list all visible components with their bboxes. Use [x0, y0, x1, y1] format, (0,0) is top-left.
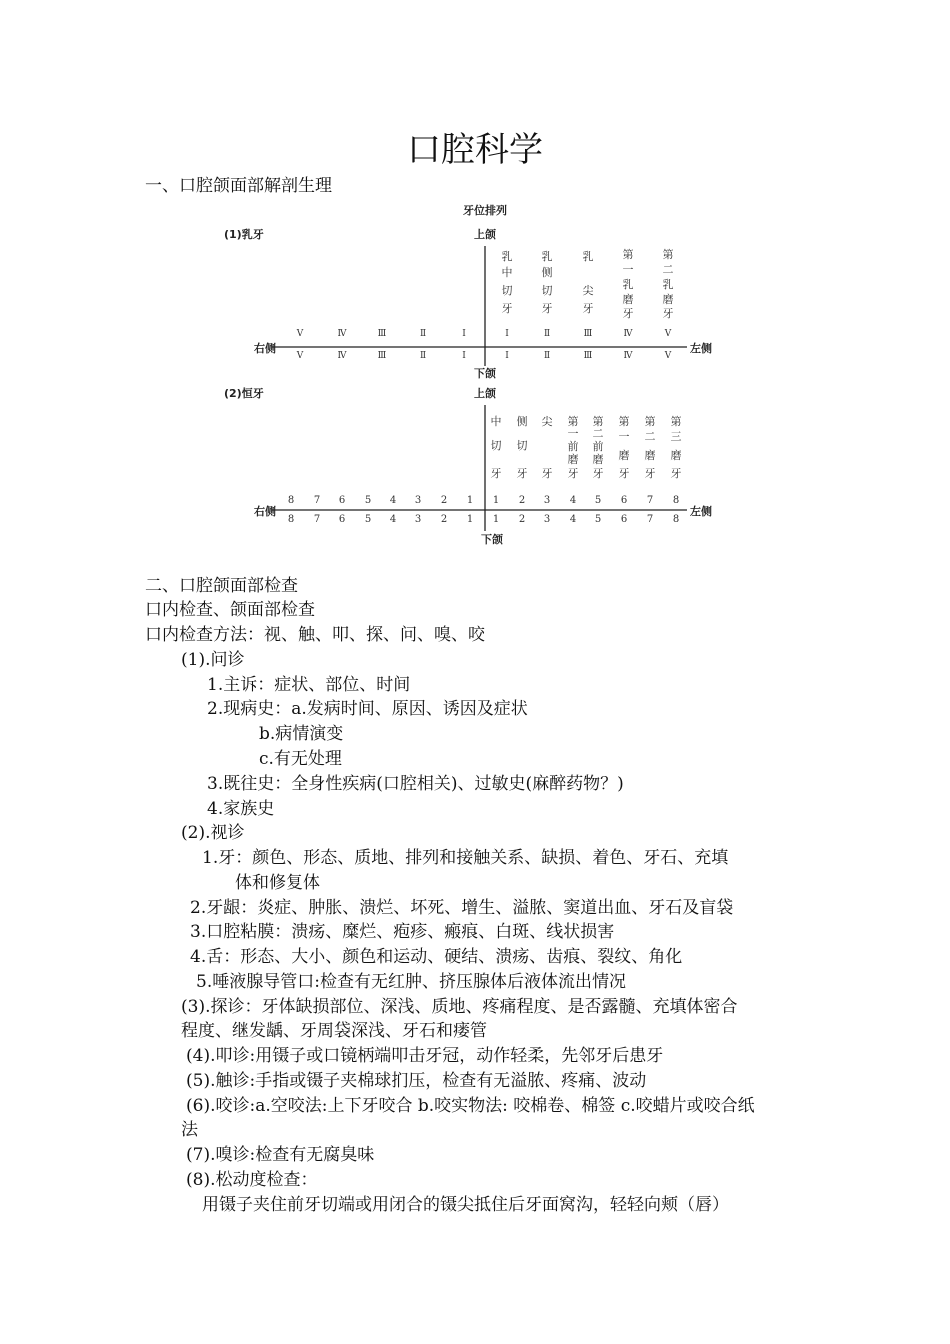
permanent-tooth-name-char: 前	[592, 440, 604, 453]
permanent-tooth-number: 1	[492, 495, 500, 506]
primary-teeth-label: (1)乳牙	[224, 228, 264, 241]
permanent-tooth-name-char: 第	[567, 415, 579, 428]
permanent-tooth-name-char: 二	[644, 430, 656, 443]
permanent-tooth-name-char: 第	[592, 415, 604, 428]
primary-numeral: Ⅱ	[543, 329, 551, 339]
permanent-tooth-number: 4	[389, 495, 397, 506]
permanent-tooth-name-char: 磨	[644, 449, 656, 462]
permanent-tooth-name-char: 切	[490, 439, 502, 452]
text-line: c.有无处理	[259, 749, 342, 769]
permanent-tooth-name-char: 二	[592, 427, 604, 440]
text-line: 3.既往史：全身性疾病(口腔相关)、过敏史(麻醉药物？)	[207, 774, 624, 794]
permanent-tooth-name-char: 牙	[644, 467, 656, 480]
figure-title: 牙位排列	[463, 204, 507, 217]
subheading-bite-test: (6).咬诊:a.空咬法:上下牙咬合 b.咬实物法: 咬棉卷、棉签 c.咬蜡片或咬合纸	[186, 1096, 755, 1116]
permanent-tooth-name-char: 一	[618, 430, 630, 443]
primary-tooth-name-char: 第	[662, 248, 674, 261]
primary-numeral: Ⅴ	[296, 329, 304, 339]
primary-numeral: Ⅳ	[623, 329, 633, 339]
primary-numeral: Ⅰ	[462, 329, 466, 339]
primary-numeral: Ⅰ	[505, 351, 509, 361]
permanent-tooth-number: 4	[389, 514, 397, 525]
primary-lower-jaw-label: 下颌	[474, 367, 496, 380]
permanent-tooth-number: 8	[287, 495, 295, 506]
permanent-tooth-name-char: 三	[670, 430, 682, 443]
permanent-tooth-number: 8	[672, 495, 680, 506]
text-line: 法	[181, 1120, 198, 1140]
permanent-tooth-name-char: 一	[567, 427, 579, 440]
permanent-tooth-name-char: 牙	[618, 467, 630, 480]
primary-numeral: Ⅳ	[337, 351, 347, 361]
permanent-left-side-label: 左侧	[690, 505, 712, 518]
subheading-inquiry: (1).问诊	[181, 650, 245, 670]
permanent-tooth-name-char: 前	[567, 440, 579, 453]
primary-upper-jaw-label: 上颌	[474, 228, 496, 241]
permanent-tooth-number: 3	[543, 495, 551, 506]
permanent-tooth-number: 2	[518, 514, 526, 525]
primary-numeral: Ⅴ	[296, 351, 304, 361]
text-line: 程度、继发龋、牙周袋深浅、牙石和瘘管	[181, 1021, 487, 1041]
permanent-tooth-number: 5	[594, 495, 602, 506]
permanent-tooth-number: 7	[313, 514, 321, 525]
primary-numeral: Ⅱ	[543, 351, 551, 361]
permanent-right-side-label: 右侧	[254, 505, 276, 518]
permanent-tooth-name-char: 第	[618, 415, 630, 428]
primary-right-side-label: 右侧	[254, 342, 276, 355]
permanent-tooth-name-char: 牙	[592, 467, 604, 480]
permanent-tooth-number: 7	[313, 495, 321, 506]
primary-tooth-name-char: 二	[662, 263, 674, 276]
permanent-lower-jaw-label: 下颌	[481, 533, 503, 546]
text-line: 1.主诉：症状、部位、时间	[207, 675, 411, 695]
permanent-tooth-number: 6	[338, 495, 346, 506]
permanent-tooth-number: 8	[672, 514, 680, 525]
text-line: 口内检查、颌面部检查	[145, 600, 315, 620]
primary-tooth-name-char: 牙	[622, 307, 634, 320]
subheading-palpation: (5).触诊:手指或镊子夹棉球扪压，检查有无溢脓、疼痛、波动	[186, 1071, 647, 1091]
primary-tooth-name-char: 牙	[662, 307, 674, 320]
permanent-tooth-number: 1	[466, 514, 474, 525]
primary-numeral: Ⅱ	[419, 351, 427, 361]
permanent-upper-jaw-label: 上颌	[474, 387, 496, 400]
permanent-tooth-name-char: 尖	[541, 415, 553, 428]
primary-tooth-name-char: 牙	[582, 302, 594, 315]
permanent-tooth-number: 3	[414, 514, 422, 525]
permanent-tooth-number: 3	[414, 495, 422, 506]
permanent-tooth-name-char: 中	[490, 415, 502, 428]
permanent-tooth-number: 4	[569, 495, 577, 506]
primary-tooth-name-char: 牙	[541, 302, 553, 315]
page-title: 口腔科学	[407, 130, 543, 170]
primary-tooth-name-char: 中	[501, 266, 513, 279]
permanent-tooth-name-char: 牙	[541, 467, 553, 480]
primary-numeral: Ⅱ	[419, 329, 427, 339]
permanent-tooth-number: 1	[492, 514, 500, 525]
text-line: 2.现病史：a.发病时间、原因、诱因及症状	[207, 699, 528, 719]
primary-tooth-name-char: 切	[501, 284, 513, 297]
permanent-tooth-name-char: 第	[644, 415, 656, 428]
permanent-tooth-number: 6	[338, 514, 346, 525]
permanent-tooth-name-char: 牙	[670, 467, 682, 480]
primary-tooth-name-char: 一	[622, 263, 634, 276]
permanent-tooth-name-char: 磨	[592, 453, 604, 466]
text-line: 口内检查方法：视、触、叩、探、问、嗅、咬	[145, 625, 485, 645]
primary-numeral: Ⅴ	[664, 351, 672, 361]
primary-tooth-name-char: 磨	[662, 293, 674, 306]
section-heading-anatomy: 一、口腔颌面部解剖生理	[145, 176, 332, 196]
tooth-arrangement-diagram	[222, 198, 728, 550]
permanent-tooth-name-char: 切	[516, 439, 528, 452]
primary-tooth-name-char: 乳	[501, 250, 513, 263]
text-line: 用镊子夹住前牙切端或用闭合的镊尖抵住后牙面窝沟，轻轻向颊（唇）	[202, 1195, 729, 1215]
primary-numeral: Ⅲ	[377, 351, 387, 361]
primary-tooth-name-char: 侧	[541, 266, 553, 279]
permanent-tooth-number: 2	[518, 495, 526, 506]
primary-numeral: Ⅲ	[377, 329, 387, 339]
text-line: 3.口腔粘膜：溃疡、糜烂、疱疹、瘢痕、白斑、线状损害	[190, 922, 615, 942]
permanent-tooth-number: 7	[646, 514, 654, 525]
permanent-tooth-name-char: 磨	[670, 449, 682, 462]
permanent-tooth-number: 6	[620, 514, 628, 525]
section-heading-exam: 二、口腔颌面部检查	[145, 576, 298, 596]
primary-tooth-name-char: 尖	[582, 284, 594, 297]
primary-tooth-name-char: 第	[622, 248, 634, 261]
primary-tooth-name-char: 牙	[501, 302, 513, 315]
primary-numeral: Ⅰ	[462, 351, 466, 361]
primary-tooth-name-char: 磨	[622, 293, 634, 306]
tooth-arrangement-figure	[222, 198, 728, 550]
subheading-mobility: (8).松动度检查：	[186, 1170, 318, 1190]
text-line: 1.牙：颜色、形态、质地、排列和接触关系、缺损、着色、牙石、充填	[202, 848, 729, 868]
permanent-teeth-label: (2)恒牙	[224, 387, 264, 400]
permanent-tooth-name-char: 第	[670, 415, 682, 428]
permanent-tooth-number: 5	[364, 514, 372, 525]
permanent-tooth-number: 1	[466, 495, 474, 506]
subheading-inspection: (2).视诊	[181, 823, 245, 843]
permanent-tooth-number: 2	[440, 495, 448, 506]
permanent-tooth-number: 8	[287, 514, 295, 525]
permanent-tooth-name-char: 牙	[490, 467, 502, 480]
primary-tooth-name-char: 切	[541, 284, 553, 297]
permanent-tooth-number: 4	[569, 514, 577, 525]
primary-numeral: Ⅲ	[583, 329, 593, 339]
text-line: 4.家族史	[207, 799, 275, 819]
primary-tooth-name-char: 乳	[582, 250, 594, 263]
permanent-tooth-number: 5	[594, 514, 602, 525]
text-line: 5.唾液腺导管口:检查有无红肿、挤压腺体后液体流出情况	[196, 972, 626, 992]
subheading-probing: (3).探诊：牙体缺损部位、深浅、质地、疼痛程度、是否露髓、充填体密合	[181, 997, 738, 1017]
permanent-tooth-number: 6	[620, 495, 628, 506]
primary-left-side-label: 左侧	[690, 342, 712, 355]
permanent-tooth-number: 7	[646, 495, 654, 506]
permanent-tooth-name-char: 磨	[618, 449, 630, 462]
permanent-tooth-name-char: 磨	[567, 453, 579, 466]
primary-numeral: Ⅲ	[583, 351, 593, 361]
text-line: b.病情演变	[259, 724, 344, 744]
primary-tooth-name-char: 乳	[662, 278, 674, 291]
permanent-tooth-number: 2	[440, 514, 448, 525]
text-line: 4.舌：形态、大小、颜色和运动、硬结、溃疡、齿痕、裂纹、角化	[190, 947, 683, 967]
permanent-tooth-name-char: 牙	[567, 467, 579, 480]
primary-numeral: Ⅴ	[664, 329, 672, 339]
primary-tooth-name-char: 乳	[622, 278, 634, 291]
subheading-percussion: (4).叩诊:用镊子或口镜柄端叩击牙冠，动作轻柔，先邻牙后患牙	[186, 1046, 664, 1066]
text-line: 体和修复体	[235, 873, 320, 893]
primary-tooth-name-char: 乳	[541, 250, 553, 263]
subheading-olfaction: (7).嗅诊:检查有无腐臭味	[186, 1145, 375, 1165]
primary-numeral: Ⅳ	[337, 329, 347, 339]
permanent-tooth-name-char: 牙	[516, 467, 528, 480]
permanent-tooth-number: 5	[364, 495, 372, 506]
primary-numeral: Ⅳ	[623, 351, 633, 361]
primary-numeral: Ⅰ	[505, 329, 509, 339]
permanent-tooth-number: 3	[543, 514, 551, 525]
text-line: 2.牙龈：炎症、肿胀、溃烂、坏死、增生、溢脓、窦道出血、牙石及盲袋	[190, 898, 734, 918]
permanent-tooth-name-char: 侧	[516, 415, 528, 428]
